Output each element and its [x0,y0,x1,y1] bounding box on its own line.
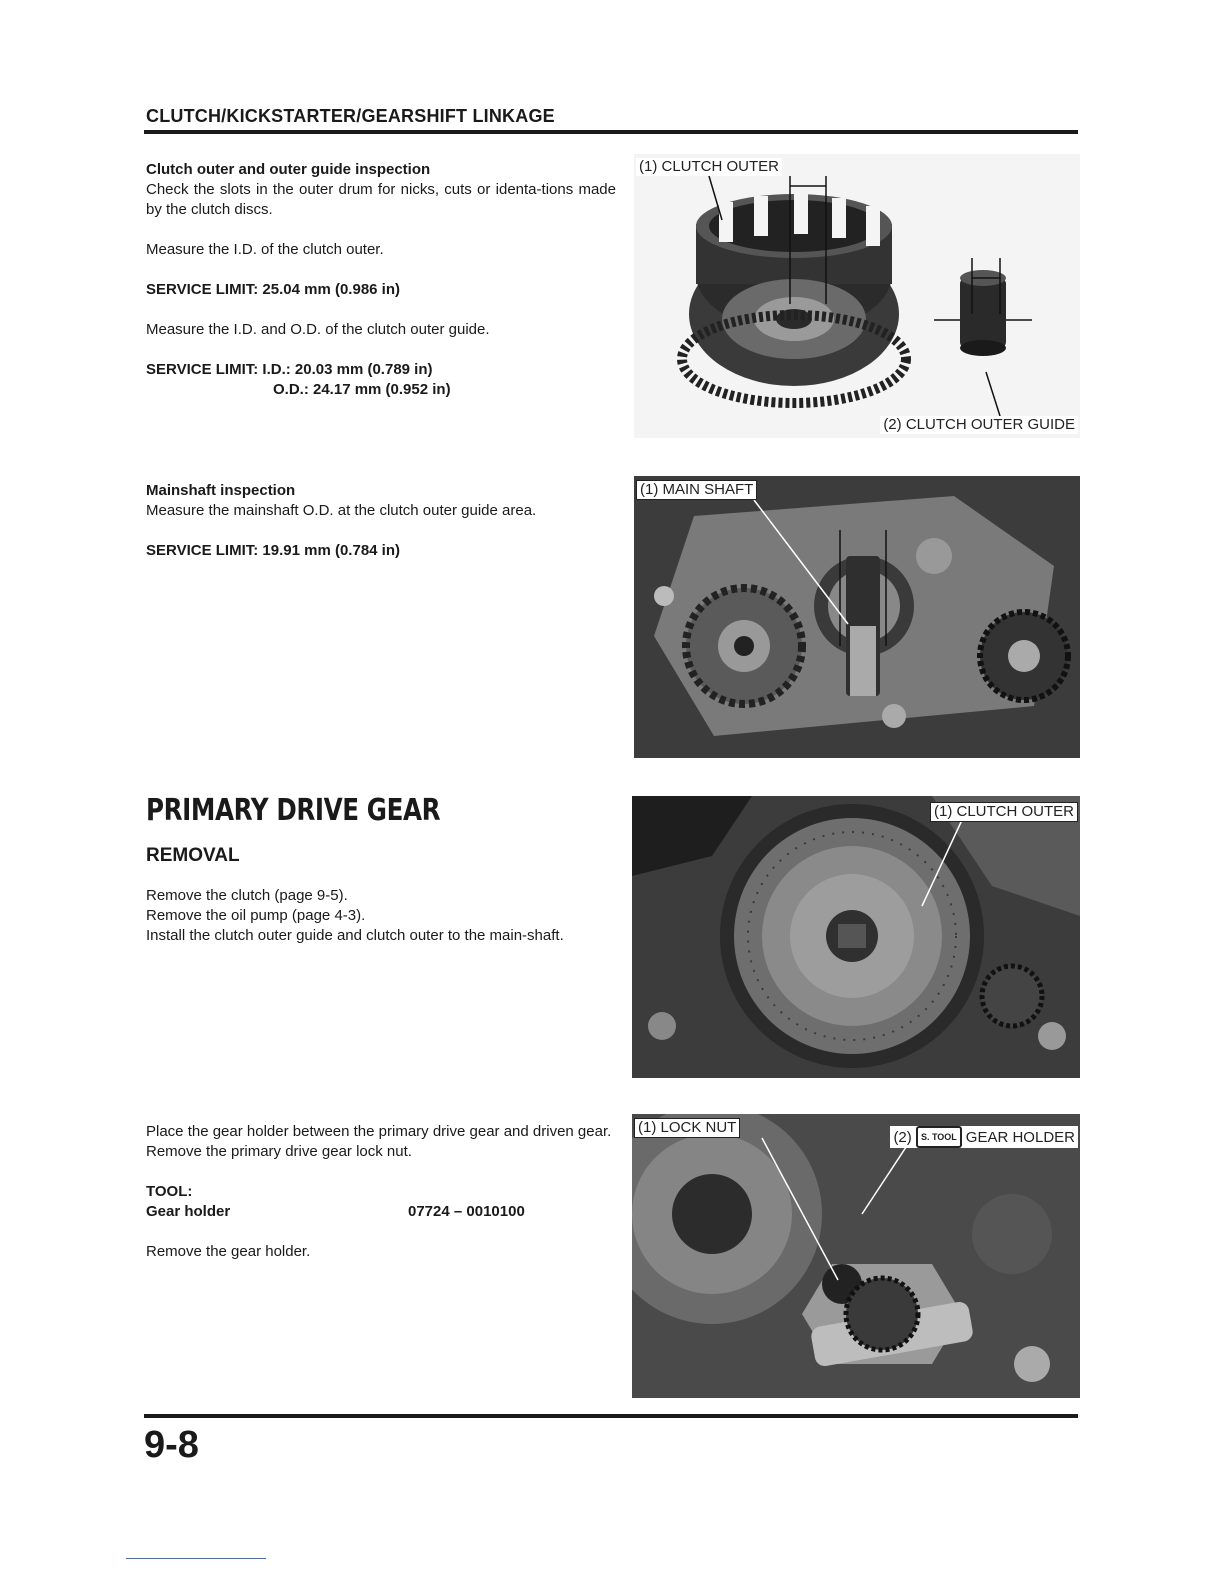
mainshaft-text: Measure the mainshaft O.D. at the clutch outer guide area. [146,502,537,519]
clutch-inspection-text1: Check the slots in the outer drum for nicks, cuts or identa-tions made by the clutch discs. [146,181,616,218]
mainshaft-heading: Mainshaft inspection [146,482,296,499]
mainshaft-inspection-block [146,481,616,561]
removal-subtitle: REMOVAL [146,845,240,866]
figure-gear-holder-photo [632,1114,1080,1398]
removal-step-3: Install the clutch outer guide and clutch outer to the main-shaft. [146,927,564,944]
tool-label: TOOL: [146,1183,193,1200]
figure-clutch-outer-photo [634,154,1080,438]
figure1-label-outer-guide: (2) CLUTCH OUTER GUIDE [880,416,1078,434]
figure-clutch-installed-photo [632,796,1080,1078]
removal-step-2: Remove the oil pump (page 4-3). [146,907,366,924]
removal-step-1: Remove the clutch (page 9-5). [146,887,348,904]
lock-nut-text: Remove the primary drive gear lock nut. [146,1143,412,1160]
service-limit-mainshaft: SERVICE LIMIT: 19.91 mm (0.784 in) [146,542,400,559]
special-tool-badge: S. TOOL [916,1126,962,1148]
figure1-label-clutch-outer: (1) CLUTCH OUTER [636,158,782,176]
tool-name: Gear holder [146,1203,231,1220]
footer-rule [144,1414,1078,1418]
gear-holder-text: Place the gear holder between the primary drive gear and driven gear. [146,1123,612,1140]
remove-holder-text: Remove the gear holder. [146,1243,311,1260]
primary-drive-gear-title: PRIMARY DRIVE GEAR [146,793,441,828]
gear-holder-block [146,1122,616,1262]
service-limit-guide-od: O.D.: 24.17 mm (0.952 in) [273,381,451,398]
clutch-inspection-block [146,160,616,400]
figure3-label-clutch-outer: (1) CLUTCH OUTER [930,802,1078,822]
tool-row [146,1202,616,1222]
header-rule [144,130,1078,134]
clutch-inspection-text3: Measure the I.D. and O.D. of the clutch outer guide. [146,321,490,338]
clutch-inspection-heading: Clutch outer and outer guide inspection [146,161,431,178]
figure4-label-lock-nut: (1) LOCK NUT [634,1118,740,1138]
figure4-label-gear-holder: (2) S. TOOL GEAR HOLDER [890,1126,1078,1148]
bottom-blue-line [126,1558,266,1559]
page-number: 9-8 [144,1424,199,1466]
figure-main-shaft-photo [634,476,1080,758]
removal-steps-block [146,886,616,946]
service-limit-outer: SERVICE LIMIT: 25.04 mm (0.986 in) [146,281,400,298]
service-limit-guide-id: SERVICE LIMIT: I.D.: 20.03 mm (0.789 in) [146,361,433,378]
clutch-inspection-text2: Measure the I.D. of the clutch outer. [146,241,384,258]
tool-number: 07724 – 0010100 [408,1203,525,1220]
figure2-label-main-shaft: (1) MAIN SHAFT [636,480,757,500]
section-header: CLUTCH/KICKSTARTER/GEARSHIFT LINKAGE [146,106,555,126]
